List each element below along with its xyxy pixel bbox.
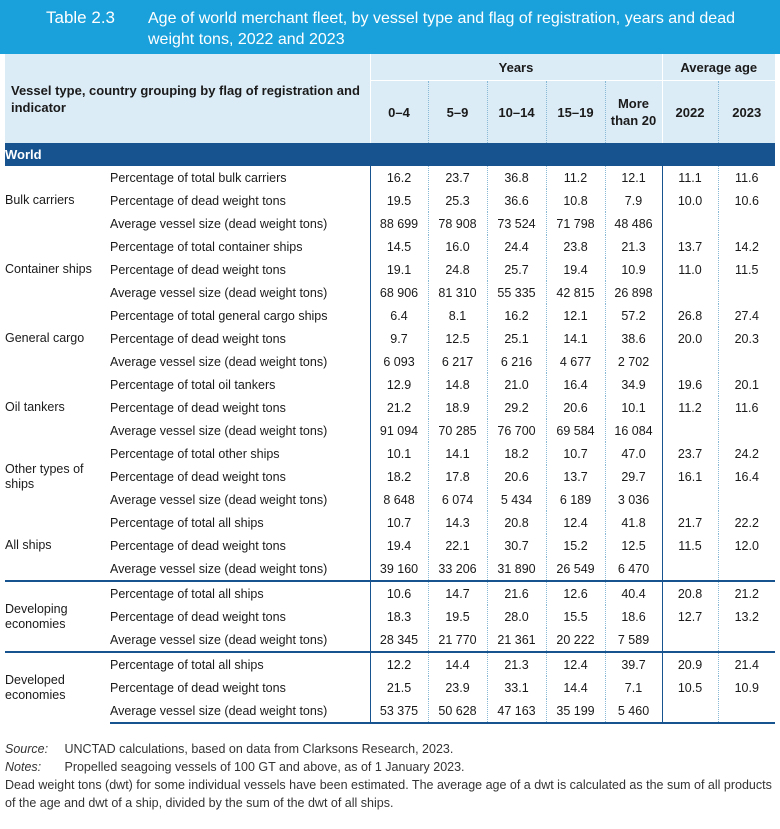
average-age-cell: 11.5 xyxy=(718,258,775,281)
category-label: Bulk carriers xyxy=(5,193,75,207)
category-label: All ships xyxy=(5,538,52,552)
value-cell: 12.9 xyxy=(370,373,428,396)
average-age-cell: 11.6 xyxy=(718,166,775,189)
average-age-cell: 11.5 xyxy=(662,534,718,557)
indicator-label: Percentage of total all ships xyxy=(110,652,370,676)
average-age-cell xyxy=(662,419,718,442)
value-cell: 12.4 xyxy=(546,652,605,676)
indicator-label: Percentage of dead weight tons xyxy=(110,609,286,624)
value-cell: 6 074 xyxy=(428,488,487,511)
value-cell: 40.4 xyxy=(605,581,662,605)
value-cell: 20.6 xyxy=(546,396,605,419)
table-row xyxy=(5,465,775,488)
value-cell: 21 361 xyxy=(487,628,546,652)
average-age-cell: 11.6 xyxy=(718,396,775,419)
category-label: Developing economies xyxy=(5,581,110,652)
value-cell: 34.9 xyxy=(605,373,662,396)
value-cell: 26 898 xyxy=(605,281,662,304)
value-cell: 20.6 xyxy=(487,465,546,488)
value-cell: 12.4 xyxy=(546,511,605,534)
value-cell: 6 093 xyxy=(370,350,428,373)
value-cell: 12.6 xyxy=(546,581,605,605)
table-row xyxy=(5,327,775,350)
average-age-cell xyxy=(662,557,718,581)
value-cell: 24.4 xyxy=(487,235,546,258)
value-cell: 18.6 xyxy=(605,605,662,628)
value-cell: 19.5 xyxy=(428,605,487,628)
value-cell: 47.0 xyxy=(605,442,662,465)
notes-text: Propelled seagoing vessels of 100 GT and above, as of 1 January 2023. xyxy=(64,760,465,774)
value-cell: 68 906 xyxy=(370,281,428,304)
average-age-cell: 11.0 xyxy=(662,258,718,281)
table-row xyxy=(5,511,775,534)
value-cell: 12.5 xyxy=(428,327,487,350)
value-cell: 14.5 xyxy=(370,235,428,258)
table-title-bar xyxy=(0,0,780,54)
value-cell: 25.1 xyxy=(487,327,546,350)
average-age-cell: 21.7 xyxy=(662,511,718,534)
value-cell: 17.8 xyxy=(428,465,487,488)
value-cell: 14.7 xyxy=(428,581,487,605)
average-age-cell: 20.1 xyxy=(718,373,775,396)
value-cell: 53 375 xyxy=(370,699,428,723)
value-cell: 11.2 xyxy=(546,166,605,189)
table-row xyxy=(5,396,775,419)
table-row xyxy=(5,442,775,465)
value-cell: 18.9 xyxy=(428,396,487,419)
table-row xyxy=(5,605,775,628)
indicator-label: Percentage of total all ships xyxy=(110,581,370,605)
value-cell: 71 798 xyxy=(546,212,605,235)
indicator-label: Percentage of total container ships xyxy=(110,239,303,254)
value-cell: 6.4 xyxy=(370,304,428,327)
value-cell: 16.0 xyxy=(428,235,487,258)
indicator-label: Percentage of dead weight tons xyxy=(110,680,286,695)
value-cell: 24.8 xyxy=(428,258,487,281)
value-cell: 91 094 xyxy=(370,419,428,442)
average-age-cell: 21.2 xyxy=(718,581,775,605)
value-cell: 21.2 xyxy=(370,396,428,419)
value-cell: 30.7 xyxy=(487,534,546,557)
value-cell: 20.8 xyxy=(487,511,546,534)
value-cell: 22.1 xyxy=(428,534,487,557)
value-cell: 21.6 xyxy=(487,581,546,605)
value-cell: 10.6 xyxy=(370,581,428,605)
average-age-cell: 20.0 xyxy=(662,327,718,350)
value-cell: 10.1 xyxy=(370,442,428,465)
extra-note: Dead weight tons (dwt) for some individual vessels have been estimated. The average age of a dwt is calculated as the sum of all products of the age and dwt of a ship, divided by the sum of the dwt of all ships. xyxy=(5,778,772,810)
indicator-label: Percentage of total all ships xyxy=(110,515,264,530)
table-row xyxy=(5,166,775,189)
table-row xyxy=(5,628,775,652)
value-cell: 14.4 xyxy=(546,676,605,699)
indicator-label: Percentage of total other ships xyxy=(110,446,280,461)
average-age-cell: 23.7 xyxy=(662,442,718,465)
value-cell: 9.7 xyxy=(370,327,428,350)
indicator-label: Percentage of total bulk carriers xyxy=(110,170,287,185)
value-cell: 14.8 xyxy=(428,373,487,396)
indicator-label: Average vessel size (dead weight tons) xyxy=(110,632,328,647)
value-cell: 36.8 xyxy=(487,166,546,189)
average-age-cell: 16.1 xyxy=(662,465,718,488)
average-age-cell xyxy=(662,212,718,235)
indicator-label: Percentage of dead weight tons xyxy=(110,469,286,484)
row-label-header: Vessel type, country grouping by flag of registration and indicator xyxy=(5,54,370,143)
value-cell: 20 222 xyxy=(546,628,605,652)
indicator-label: Average vessel size (dead weight tons) xyxy=(110,216,328,231)
average-age-cell: 13.7 xyxy=(662,235,718,258)
value-cell: 6 216 xyxy=(487,350,546,373)
value-cell: 16.2 xyxy=(487,304,546,327)
value-cell: 2 702 xyxy=(605,350,662,373)
average-age-cell: 27.4 xyxy=(718,304,775,327)
indicator-label: Average vessel size (dead weight tons) xyxy=(110,561,328,576)
indicator-label: Average vessel size (dead weight tons) xyxy=(110,285,328,300)
value-cell: 57.2 xyxy=(605,304,662,327)
average-age-cell: 19.6 xyxy=(662,373,718,396)
indicator-label: Percentage of dead weight tons xyxy=(110,262,286,277)
value-cell: 21.0 xyxy=(487,373,546,396)
source-label: Source: xyxy=(5,742,49,756)
col-header-5-9: 5–9 xyxy=(428,81,487,144)
value-cell: 8.1 xyxy=(428,304,487,327)
value-cell: 50 628 xyxy=(428,699,487,723)
value-cell: 25.3 xyxy=(428,189,487,212)
average-age-cell: 21.4 xyxy=(718,652,775,676)
value-cell: 48 486 xyxy=(605,212,662,235)
average-age-cell xyxy=(662,488,718,511)
value-cell: 21.3 xyxy=(487,652,546,676)
value-cell: 18.3 xyxy=(370,605,428,628)
table-row xyxy=(5,557,775,581)
value-cell: 7 589 xyxy=(605,628,662,652)
source-text: UNCTAD calculations, based on data from Clarksons Research, 2023. xyxy=(64,742,454,756)
average-age-cell: 12.0 xyxy=(718,534,775,557)
average-age-group-header: Average age xyxy=(662,54,775,81)
value-cell: 19.4 xyxy=(546,258,605,281)
value-cell: 12.2 xyxy=(370,652,428,676)
value-cell: 69 584 xyxy=(546,419,605,442)
col-header-10-14: 10–14 xyxy=(487,81,546,144)
value-cell: 5 460 xyxy=(605,699,662,723)
table-number: Table 2.3 xyxy=(46,8,115,27)
average-age-cell xyxy=(662,628,718,652)
value-cell: 70 285 xyxy=(428,419,487,442)
value-cell: 19.1 xyxy=(370,258,428,281)
average-age-cell: 11.1 xyxy=(662,166,718,189)
table-row xyxy=(5,699,775,723)
value-cell: 7.1 xyxy=(605,676,662,699)
average-age-cell: 24.2 xyxy=(718,442,775,465)
average-age-cell: 10.0 xyxy=(662,189,718,212)
value-cell: 6 470 xyxy=(605,557,662,581)
average-age-cell xyxy=(718,350,775,373)
value-cell: 28.0 xyxy=(487,605,546,628)
value-cell: 39.7 xyxy=(605,652,662,676)
table-row xyxy=(5,235,775,258)
table-row xyxy=(5,304,775,327)
value-cell: 76 700 xyxy=(487,419,546,442)
value-cell: 10.1 xyxy=(605,396,662,419)
value-cell: 15.5 xyxy=(546,605,605,628)
value-cell: 10.7 xyxy=(370,511,428,534)
value-cell: 21 770 xyxy=(428,628,487,652)
average-age-cell xyxy=(662,350,718,373)
average-age-cell: 22.2 xyxy=(718,511,775,534)
value-cell: 4 677 xyxy=(546,350,605,373)
table-title: Age of world merchant fleet, by vessel type and flag of registration, years and dead weight tons, 2022 and 2023 xyxy=(148,10,735,48)
value-cell: 36.6 xyxy=(487,189,546,212)
average-age-cell: 10.6 xyxy=(718,189,775,212)
value-cell: 42 815 xyxy=(546,281,605,304)
value-cell: 3 036 xyxy=(605,488,662,511)
value-cell: 55 335 xyxy=(487,281,546,304)
table-row xyxy=(5,419,775,442)
value-cell: 14.4 xyxy=(428,652,487,676)
value-cell: 23.8 xyxy=(546,235,605,258)
notes-label: Notes: xyxy=(5,760,42,774)
category-label: Container ships xyxy=(5,262,92,276)
value-cell: 6 217 xyxy=(428,350,487,373)
value-cell: 47 163 xyxy=(487,699,546,723)
table-notes xyxy=(5,740,777,812)
average-age-cell xyxy=(662,281,718,304)
value-cell: 35 199 xyxy=(546,699,605,723)
value-cell: 23.9 xyxy=(428,676,487,699)
value-cell: 14.1 xyxy=(546,327,605,350)
table-row xyxy=(5,581,775,605)
table-row xyxy=(5,258,775,281)
value-cell: 16.2 xyxy=(370,166,428,189)
indicator-label: Percentage of dead weight tons xyxy=(110,193,286,208)
value-cell: 14.3 xyxy=(428,511,487,534)
category-label: Oil tankers xyxy=(5,400,65,414)
years-group-header: Years xyxy=(370,54,662,81)
value-cell: 81 310 xyxy=(428,281,487,304)
value-cell: 33 206 xyxy=(428,557,487,581)
value-cell: 7.9 xyxy=(605,189,662,212)
value-cell: 12.1 xyxy=(605,166,662,189)
value-cell: 73 524 xyxy=(487,212,546,235)
value-cell: 12.1 xyxy=(546,304,605,327)
value-cell: 38.6 xyxy=(605,327,662,350)
section-world-row xyxy=(5,143,775,166)
indicator-label: Percentage of total general cargo ships xyxy=(110,308,328,323)
value-cell: 88 699 xyxy=(370,212,428,235)
average-age-cell: 10.9 xyxy=(718,676,775,699)
value-cell: 8 648 xyxy=(370,488,428,511)
value-cell: 33.1 xyxy=(487,676,546,699)
value-cell: 31 890 xyxy=(487,557,546,581)
value-cell: 19.4 xyxy=(370,534,428,557)
indicator-label: Average vessel size (dead weight tons) xyxy=(110,423,328,438)
table-row xyxy=(5,373,775,396)
indicator-label: Percentage of dead weight tons xyxy=(110,538,286,553)
indicator-label: Average vessel size (dead weight tons) xyxy=(110,492,328,507)
col-header-more-than-20: More than 20 xyxy=(605,81,662,144)
average-age-cell: 20.8 xyxy=(662,581,718,605)
average-age-cell: 13.2 xyxy=(718,605,775,628)
indicator-label: Average vessel size (dead weight tons) xyxy=(110,699,370,723)
table-row xyxy=(5,189,775,212)
col-header-2023: 2023 xyxy=(718,81,775,144)
section-world-label: World xyxy=(5,143,775,166)
average-age-cell: 20.3 xyxy=(718,327,775,350)
indicator-label: Average vessel size (dead weight tons) xyxy=(110,354,328,369)
average-age-cell xyxy=(718,628,775,652)
value-cell: 26 549 xyxy=(546,557,605,581)
value-cell: 16.4 xyxy=(546,373,605,396)
average-age-cell xyxy=(718,699,775,723)
average-age-cell: 11.2 xyxy=(662,396,718,419)
average-age-cell xyxy=(718,488,775,511)
col-header-2022: 2022 xyxy=(662,81,718,144)
value-cell: 29.2 xyxy=(487,396,546,419)
col-header-15-19: 15–19 xyxy=(546,81,605,144)
value-cell: 5 434 xyxy=(487,488,546,511)
table-row xyxy=(5,350,775,373)
category-label: Developed economies xyxy=(5,652,110,723)
table-row xyxy=(5,212,775,235)
value-cell: 6 189 xyxy=(546,488,605,511)
indicator-label: Percentage of dead weight tons xyxy=(110,331,286,346)
value-cell: 12.5 xyxy=(605,534,662,557)
average-age-cell: 12.7 xyxy=(662,605,718,628)
category-label: General cargo xyxy=(5,331,85,345)
value-cell: 28 345 xyxy=(370,628,428,652)
value-cell: 39 160 xyxy=(370,557,428,581)
value-cell: 21.3 xyxy=(605,235,662,258)
average-age-cell: 10.5 xyxy=(662,676,718,699)
average-age-cell xyxy=(662,699,718,723)
value-cell: 19.5 xyxy=(370,189,428,212)
value-cell: 10.8 xyxy=(546,189,605,212)
value-cell: 78 908 xyxy=(428,212,487,235)
value-cell: 18.2 xyxy=(487,442,546,465)
average-age-cell: 14.2 xyxy=(718,235,775,258)
col-header-0-4: 0–4 xyxy=(370,81,428,144)
average-age-cell: 16.4 xyxy=(718,465,775,488)
value-cell: 29.7 xyxy=(605,465,662,488)
value-cell: 15.2 xyxy=(546,534,605,557)
value-cell: 10.7 xyxy=(546,442,605,465)
table-row xyxy=(5,534,775,557)
value-cell: 16 084 xyxy=(605,419,662,442)
value-cell: 25.7 xyxy=(487,258,546,281)
average-age-cell xyxy=(718,212,775,235)
indicator-label: Percentage of total oil tankers xyxy=(110,377,276,392)
value-cell: 41.8 xyxy=(605,511,662,534)
value-cell: 21.5 xyxy=(370,676,428,699)
value-cell: 13.7 xyxy=(546,465,605,488)
table-row xyxy=(5,488,775,511)
table-row xyxy=(5,676,775,699)
fleet-age-table xyxy=(5,54,775,724)
table-row xyxy=(5,652,775,676)
indicator-label: Percentage of dead weight tons xyxy=(110,400,286,415)
average-age-cell: 26.8 xyxy=(662,304,718,327)
average-age-cell xyxy=(718,557,775,581)
table-row xyxy=(5,281,775,304)
value-cell: 23.7 xyxy=(428,166,487,189)
average-age-cell: 20.9 xyxy=(662,652,718,676)
category-label: Other types of ships xyxy=(5,461,84,491)
value-cell: 10.9 xyxy=(605,258,662,281)
value-cell: 14.1 xyxy=(428,442,487,465)
average-age-cell xyxy=(718,281,775,304)
average-age-cell xyxy=(718,419,775,442)
value-cell: 18.2 xyxy=(370,465,428,488)
